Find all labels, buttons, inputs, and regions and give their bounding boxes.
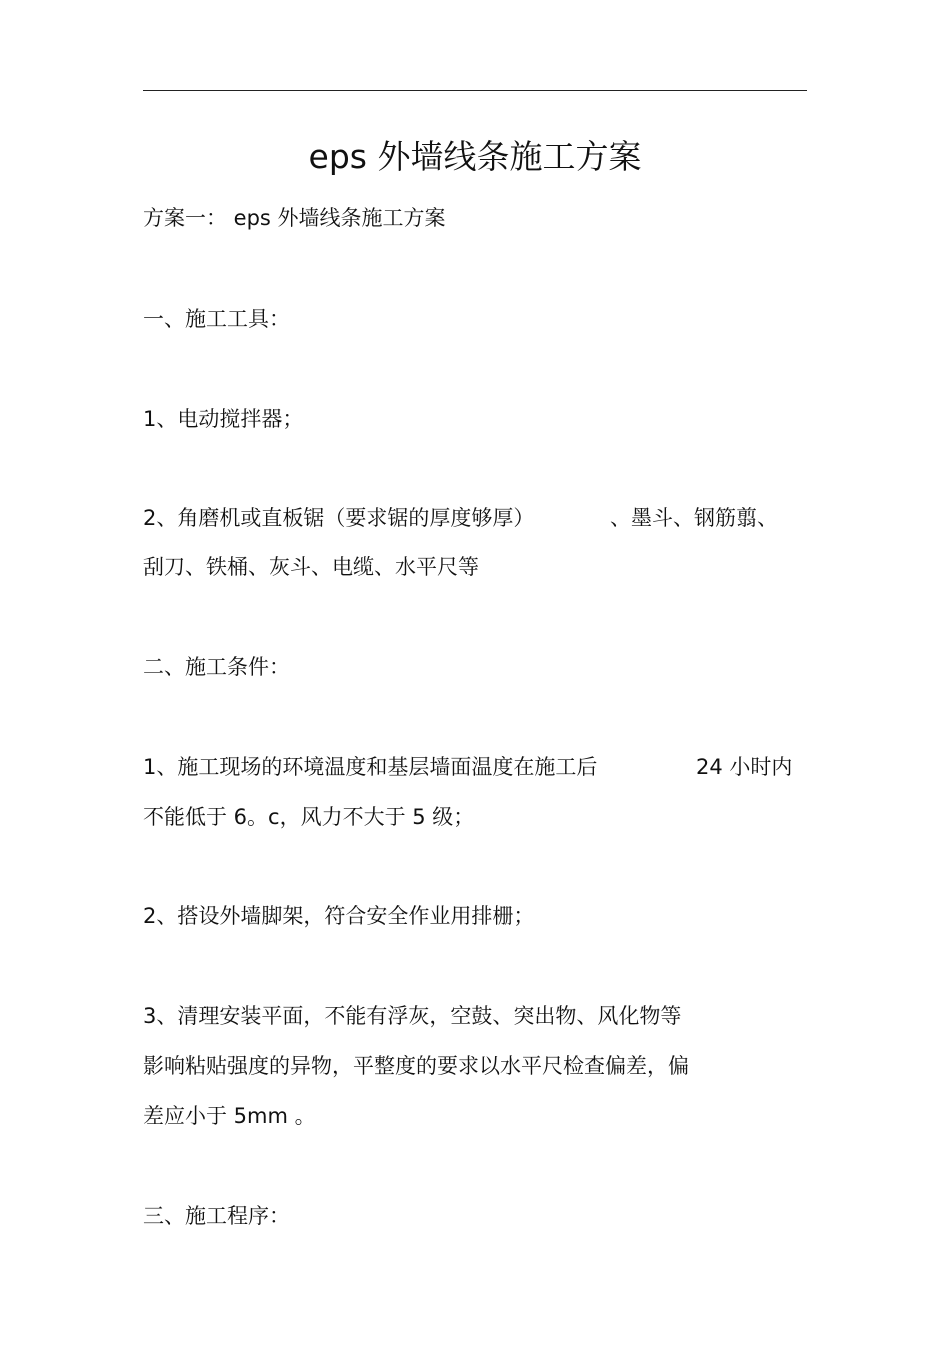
section2-item1-line1-tail: 24 小时内 bbox=[696, 755, 793, 779]
section2-item3-line2: 影响粘贴强度的异物，平整度的要求以水平尺检查偏差，偏 bbox=[143, 1054, 689, 1078]
section3-heading: 三、施工程序： bbox=[143, 1204, 290, 1228]
section1-item2-line2: 刮刀、铁桶、灰斗、电缆、水平尺等 bbox=[143, 555, 479, 579]
section1-heading: 一、施工工具： bbox=[143, 307, 290, 331]
subtitle: 方案一： eps 外墙线条施工方案 bbox=[143, 206, 446, 230]
header-rule bbox=[143, 90, 807, 91]
section2-item3-line1: 3、清理安装平面，不能有浮灰，空鼓、突出物、风化物等 bbox=[143, 1004, 682, 1028]
section2-item1-line1: 1、施工现场的环境温度和基层墙面温度在施工后 bbox=[143, 755, 598, 779]
page-title: eps 外墙线条施工方案 bbox=[308, 137, 642, 176]
section2-heading: 二、施工条件： bbox=[143, 655, 290, 679]
section2-item2: 2、搭设外墙脚架，符合安全作业用排栅； bbox=[143, 904, 535, 928]
section2-item3-line3: 差应小于 5mm 。 bbox=[143, 1104, 316, 1128]
section1-item1: 1、电动搅拌器； bbox=[143, 407, 304, 431]
section1-item2-line1: 2、角磨机或直板锯（要求锯的厚度够厚） bbox=[143, 506, 535, 530]
section1-item2-line1-tail: 、墨斗、钢筋翦、 bbox=[610, 506, 778, 530]
section2-item1-line2: 不能低于 6。c，风力不大于 5 级； bbox=[143, 805, 475, 829]
